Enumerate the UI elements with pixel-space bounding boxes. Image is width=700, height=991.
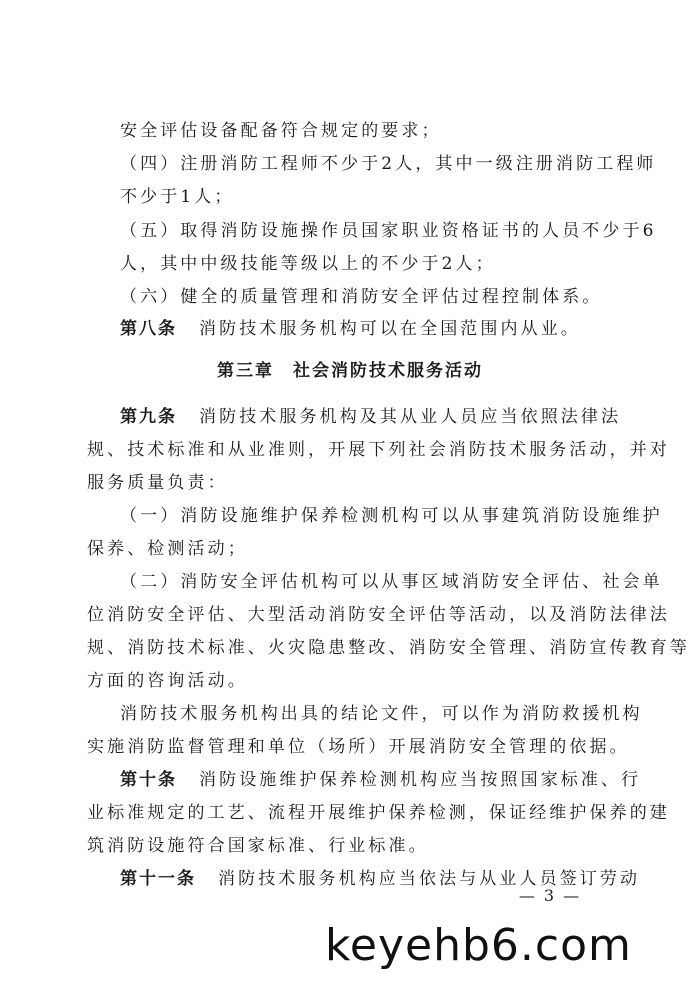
article-10-line: 筑消防设施符合国家标准、行业标准。 xyxy=(87,836,429,856)
article-9-line: 保养、检测活动； xyxy=(87,539,248,559)
article-10 xyxy=(120,769,642,791)
paragraph-line-5: 人，其中中级技能等级以上的不少于2人； xyxy=(120,254,496,274)
paragraph-line-1: 安全评估设备配备符合规定的要求； xyxy=(120,121,442,141)
article-9-line: 方面的咨询活动。 xyxy=(87,671,248,691)
paragraph-line-2: （四）注册消防工程师不少于2人，其中一级注册消防工程师 xyxy=(120,154,657,174)
article-9-line: 服务质量负责： xyxy=(87,473,228,493)
article-10-line: 业标准规定的工艺、流程开展维护保养检测，保证经维护保养的建 xyxy=(87,803,670,823)
article-9-first-line: 消防技术服务机构及其从业人员应当依照法律法 xyxy=(199,407,622,427)
article-8 xyxy=(120,318,600,340)
article-9-line: （二）消防安全评估机构可以从事区域消防安全评估、社会单 xyxy=(120,572,663,592)
article-9 xyxy=(120,406,622,428)
article-9-line: 消防技术服务机构出具的结论文件，可以作为消防救援机构 xyxy=(120,704,643,724)
article-9-line: 位消防安全评估、大型活动消防安全评估等活动，以及消防法律法 xyxy=(87,605,670,625)
paragraph-line-6: （六）健全的质量管理和消防安全评估过程控制体系。 xyxy=(120,287,603,307)
paragraph-line-4: （五）取得消防设施操作员国家职业资格证书的人员不少于6 xyxy=(120,221,657,241)
chapter-heading: 第三章 社会消防技术服务活动 xyxy=(217,361,483,381)
article-11-label: 第十一条 xyxy=(120,869,196,889)
article-8-label: 第八条 xyxy=(120,319,177,339)
paragraph-line-3: 不少于1人； xyxy=(120,187,235,207)
article-9-line: 实施消防监督管理和单位（场所）开展消防安全管理的依据。 xyxy=(87,737,630,757)
article-10-first-line: 消防设施维护保养检测机构应当按照国家标准、行 xyxy=(199,770,642,790)
page-number: — 3 — xyxy=(518,886,582,905)
article-9-line: 规、技术标准和从业准则，开展下列社会消防技术服务活动，并对 xyxy=(87,440,670,460)
article-9-label: 第九条 xyxy=(120,407,177,427)
article-8-text: 消防技术服务机构可以在全国范围内从业。 xyxy=(199,319,581,339)
article-9-line: （一）消防设施维护保养检测机构可以从事建筑消防设施维护 xyxy=(120,506,663,526)
article-11-text: 消防技术服务机构应当依法与从业人员签订劳动 xyxy=(218,869,641,889)
watermark: keyehb6.com xyxy=(325,920,632,971)
article-9-line: 规、消防技术标准、火灾隐患整改、消防安全管理、消防宣传教育等 xyxy=(87,638,690,658)
article-10-label: 第十条 xyxy=(120,770,177,790)
